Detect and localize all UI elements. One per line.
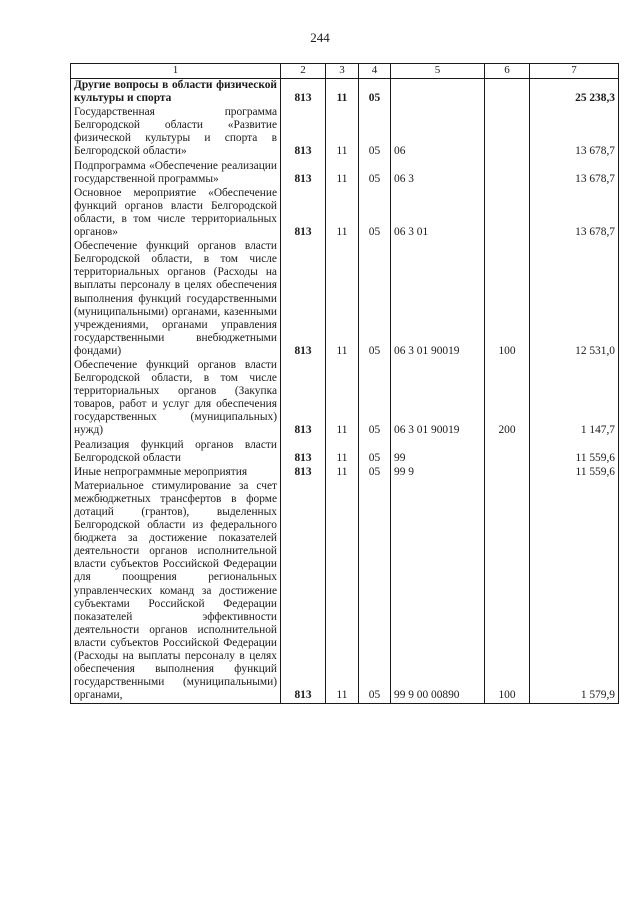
table-row: [71, 439, 619, 466]
row-subsection-code: 05: [359, 240, 391, 359]
row-target-article: [391, 79, 485, 107]
row-subsection-code: 05: [359, 79, 391, 107]
row-expense-type: [485, 79, 530, 107]
row-expense-type: 200: [485, 359, 530, 439]
row-target-article: 99 9 00 00890: [391, 480, 485, 704]
row-target-article: 06 3 01 90019: [391, 240, 485, 359]
table-header-row: [71, 64, 619, 79]
row-section-code: 11: [326, 480, 359, 704]
row-amount: 13 678,7: [530, 187, 619, 240]
row-section-code: 11: [326, 359, 359, 439]
row-amount: 12 531,0: [530, 240, 619, 359]
budget-table: [70, 63, 619, 704]
row-target-article: 06 3 01 90019: [391, 359, 485, 439]
column-header-3: 3: [326, 64, 359, 79]
row-subsection-code: 05: [359, 106, 391, 159]
row-amount: 13 678,7: [530, 106, 619, 159]
row-ministry-code: 813: [281, 240, 326, 359]
row-expense-type: [485, 466, 530, 480]
row-name: Обеспечение функций органов власти Белгородской области, в том числе территориальных органов (Расходы на выплаты персоналу в целях обеспечения выполнения функций государственными (муниципальными) органами, казенными учреждениями, органами управления государственными внебюджетными фондами): [71, 240, 281, 359]
row-ministry-code: 813: [281, 480, 326, 704]
row-amount: 13 678,7: [530, 160, 619, 187]
table-row: [71, 79, 619, 107]
row-ministry-code: 813: [281, 160, 326, 187]
column-header-7: 7: [530, 64, 619, 79]
table-row: [71, 187, 619, 240]
row-section-code: 11: [326, 240, 359, 359]
column-header-1: 1: [71, 64, 281, 79]
row-amount: 1 147,7: [530, 359, 619, 439]
row-subsection-code: 05: [359, 187, 391, 240]
table-row: [71, 106, 619, 159]
column-header-6: 6: [485, 64, 530, 79]
row-section-code: 11: [326, 106, 359, 159]
row-ministry-code: 813: [281, 79, 326, 107]
column-header-2: 2: [281, 64, 326, 79]
row-name: Обеспечение функций органов власти Белгородской области, в том числе территориальных органов (Закупка товаров, работ и услуг для обеспечения государственных (муниципальных) нужд): [71, 359, 281, 439]
row-name: Другие вопросы в области физической культуры и спорта: [71, 79, 281, 107]
table-row: [71, 359, 619, 439]
row-subsection-code: 05: [359, 359, 391, 439]
column-header-5: 5: [391, 64, 485, 79]
row-amount: 1 579,9: [530, 480, 619, 704]
row-target-article: 06 3 01: [391, 187, 485, 240]
table-row: [71, 240, 619, 359]
row-ministry-code: 813: [281, 359, 326, 439]
page-number: 244: [310, 30, 330, 45]
row-name: Подпрограмма «Обеспечение реализации государственной программы»: [71, 160, 281, 187]
row-expense-type: [485, 187, 530, 240]
row-section-code: 11: [326, 439, 359, 466]
row-name: Материальное стимулирование за счет межбюджетных трансфертов в форме дотаций (грантов), выделенных Белгородской области из федерального бюджета за достижение показателей деятельности органов исполнительной власти субъектов Российской Федерации для поощрения региональных управленческих команд за достижение субъектами Российской Федерации показателей эффективности деятельности органов исполнительной власти субъектов Российской Федерации (Расходы на выплаты персоналу в целях обеспечения выполнения функций государственными (муниципальными) органами,: [71, 480, 281, 704]
row-target-article: 99: [391, 439, 485, 466]
row-amount: 11 559,6: [530, 439, 619, 466]
row-expense-type: 100: [485, 240, 530, 359]
row-subsection-code: 05: [359, 439, 391, 466]
row-section-code: 11: [326, 79, 359, 107]
row-amount: 11 559,6: [530, 466, 619, 480]
row-ministry-code: 813: [281, 106, 326, 159]
row-section-code: 11: [326, 466, 359, 480]
row-target-article: 06: [391, 106, 485, 159]
row-subsection-code: 05: [359, 466, 391, 480]
row-expense-type: [485, 439, 530, 466]
row-subsection-code: 05: [359, 480, 391, 704]
row-target-article: 06 3: [391, 160, 485, 187]
row-ministry-code: 813: [281, 187, 326, 240]
row-section-code: 11: [326, 160, 359, 187]
row-ministry-code: 813: [281, 439, 326, 466]
table-row: [71, 160, 619, 187]
row-name: Государственная программа Белгородской области «Развитие физической культуры и спорта в Белгородской области»: [71, 106, 281, 159]
row-amount: 25 238,3: [530, 79, 619, 107]
row-name: Реализация функций органов власти Белгородской области: [71, 439, 281, 466]
row-expense-type: 100: [485, 480, 530, 704]
table-row: [71, 466, 619, 480]
row-ministry-code: 813: [281, 466, 326, 480]
row-section-code: 11: [326, 187, 359, 240]
row-name: Основное мероприятие «Обеспечение функций органов власти Белгородской области, в том числе территориальных органов»: [71, 187, 281, 240]
row-expense-type: [485, 106, 530, 159]
table-row: [71, 480, 619, 704]
row-target-article: 99 9: [391, 466, 485, 480]
row-expense-type: [485, 160, 530, 187]
row-subsection-code: 05: [359, 160, 391, 187]
column-header-4: 4: [359, 64, 391, 79]
row-name: Иные непрограммные мероприятия: [71, 466, 281, 480]
